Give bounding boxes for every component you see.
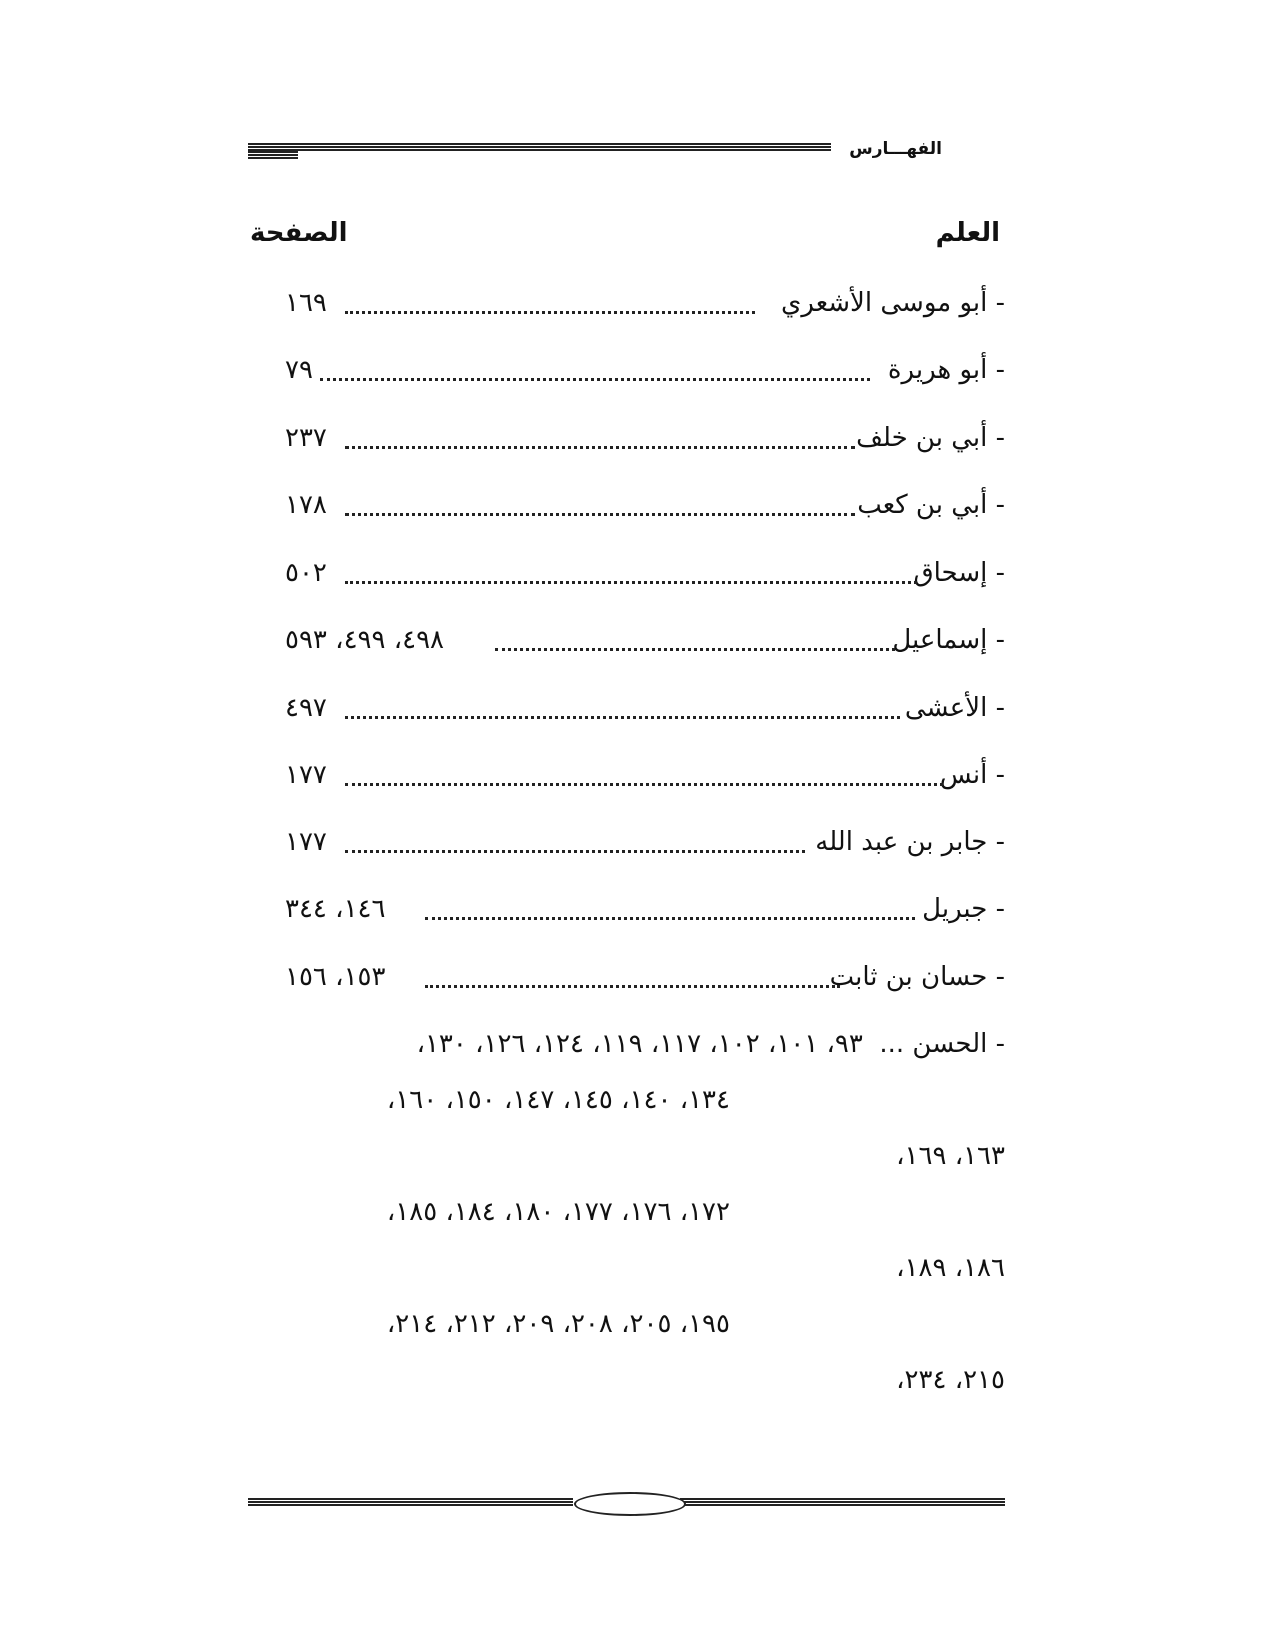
column-heading-page: الصفحة bbox=[250, 218, 348, 248]
entry-name: - أبي بن خلف bbox=[856, 423, 1005, 453]
entry-pages: ٢٣٧ bbox=[285, 423, 327, 453]
index-entry bbox=[255, 957, 1005, 997]
entry-name: - الحسن ... bbox=[879, 1029, 1005, 1059]
entry-pages: ١٧٨ bbox=[285, 490, 327, 520]
entry-pages-line: ١٧٢، ١٧٦، ١٧٧، ١٨٠، ١٨٤، ١٨٥، bbox=[386, 1197, 730, 1227]
entry-pages-line: ١٩٥، ٢٠٥، ٢٠٨، ٢٠٩، ٢١٢، ٢١٤، bbox=[386, 1309, 730, 1339]
entry-line bbox=[417, 1024, 1005, 1064]
running-header-title: الفهـــارس bbox=[841, 136, 950, 162]
entry-pages: ١٦٩ bbox=[285, 288, 327, 318]
leader-dots bbox=[345, 446, 855, 449]
entry-pages-line: ١٦٣، ١٦٩، bbox=[896, 1141, 1005, 1171]
index-entry bbox=[255, 283, 1005, 323]
index-entry bbox=[255, 889, 1005, 929]
entry-name: - أبي بن كعب bbox=[857, 490, 1005, 520]
entry-pages: ٧٩ bbox=[285, 355, 313, 385]
entry-pages-line: ٢١٥، ٢٣٤، bbox=[896, 1365, 1005, 1395]
leader-dots bbox=[345, 581, 917, 584]
index-entry bbox=[255, 620, 1005, 660]
leader-dots bbox=[345, 311, 755, 314]
entry-name: - جابر بن عبد الله bbox=[815, 827, 1005, 857]
header-rule bbox=[248, 143, 831, 151]
entry-pages: ٤٩٧ bbox=[285, 693, 327, 723]
leader-dots bbox=[425, 985, 840, 988]
entry-name: - حسان بن ثابت bbox=[829, 962, 1005, 992]
entry-name: - أنس bbox=[939, 760, 1005, 790]
header-rule-short bbox=[248, 151, 298, 159]
entry-pages: ١٥٣، ١٥٦ bbox=[285, 962, 386, 992]
column-heading-name: العلم bbox=[935, 218, 1000, 248]
leader-dots bbox=[495, 648, 895, 651]
footer-ornament bbox=[248, 1492, 1005, 1516]
leader-dots bbox=[320, 378, 870, 381]
index-entry bbox=[255, 485, 1005, 525]
entry-pages: ١٧٧ bbox=[285, 760, 327, 790]
entry-pages: ٩٣، ١٠١، ١٠٢، ١١٧، ١١٩، ١٢٤، ١٢٦، ١٣٠، bbox=[416, 1029, 863, 1059]
index-entry bbox=[255, 418, 1005, 458]
entry-name: - الأعشى bbox=[904, 693, 1005, 723]
index-entry bbox=[255, 350, 1005, 390]
leader-dots bbox=[345, 513, 855, 516]
entry-pages: ٥٠٢ bbox=[285, 558, 327, 588]
entry-name: - أبو موسى الأشعري bbox=[781, 288, 1005, 318]
index-entry bbox=[255, 822, 1005, 862]
running-header bbox=[248, 136, 1005, 166]
entry-name: - إسحاق bbox=[913, 558, 1005, 588]
entry-pages-line: ١٨٦، ١٨٩، bbox=[896, 1253, 1005, 1283]
entry-name: - أبو هريرة bbox=[887, 355, 1005, 385]
entry-pages: ١٧٧ bbox=[285, 827, 327, 857]
leader-dots bbox=[425, 917, 915, 920]
entry-pages-line: ١٣٤، ١٤٠، ١٤٥، ١٤٧، ١٥٠، ١٦٠، bbox=[386, 1085, 730, 1115]
page-number-oval bbox=[574, 1492, 686, 1516]
leader-dots bbox=[345, 783, 943, 786]
entry-name: - إسماعيل bbox=[892, 625, 1005, 655]
index-entry bbox=[255, 688, 1005, 728]
footer-rule-left bbox=[248, 1498, 573, 1506]
leader-dots bbox=[345, 716, 900, 719]
entry-pages: ١٤٦، ٣٤٤ bbox=[285, 894, 386, 924]
index-entry bbox=[255, 553, 1005, 593]
index-entry bbox=[255, 755, 1005, 795]
entry-name: - جبريل bbox=[922, 894, 1005, 924]
footer-rule-right bbox=[680, 1498, 1005, 1506]
leader-dots bbox=[345, 850, 805, 853]
entry-pages: ٤٩٨، ٤٩٩، ٥٩٣ bbox=[285, 625, 445, 655]
